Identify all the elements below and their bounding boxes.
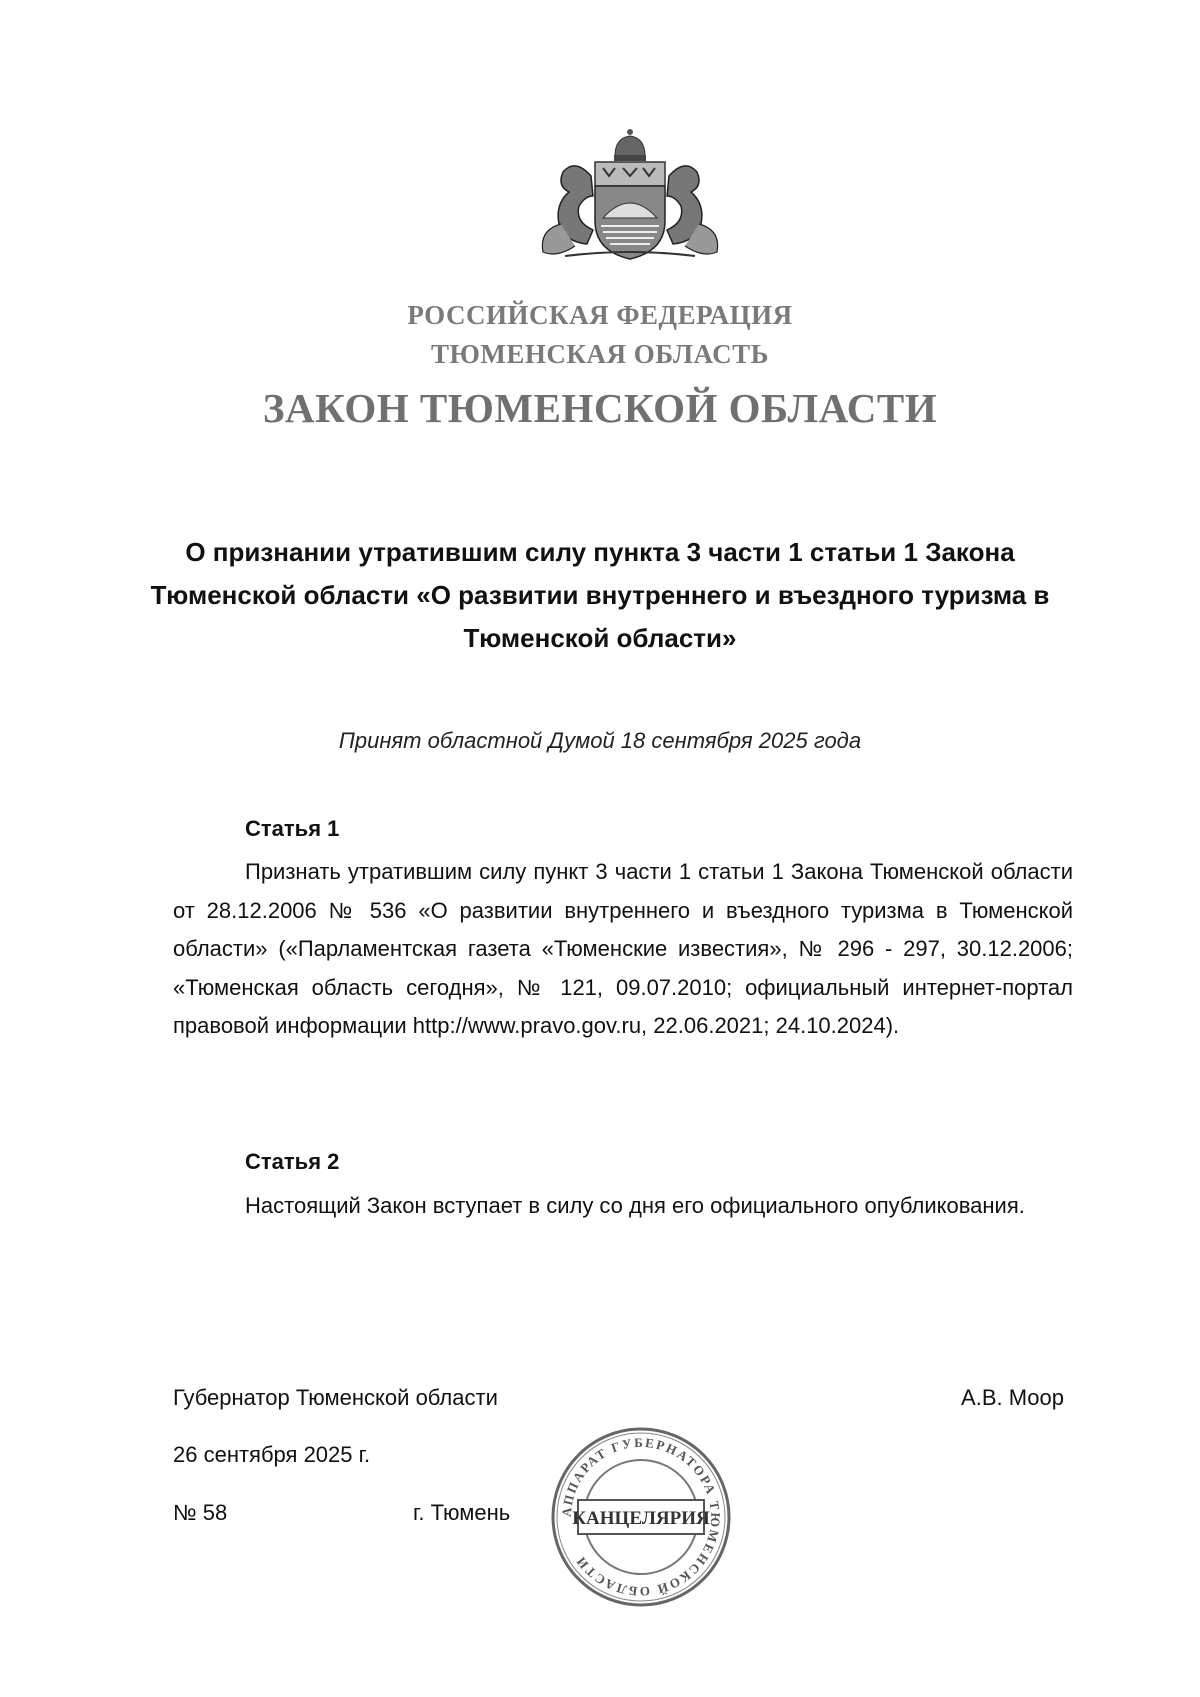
office-stamp-seal [550,1426,732,1608]
signatory-name: А.В. Моор [961,1385,1064,1410]
seal-center-text: КАНЦЕЛЯРИЯ [572,1508,710,1529]
law-title: О признании утратившим силу пункта 3 части 1 статьи 1 Закона Тюменской области «О развитии внутреннего и въездного туризма в Тюменской области» [150,537,1050,653]
signing-city: г. Тюмень [413,1500,511,1525]
coat-of-arms-icon [535,126,725,264]
signing-date: 26 сентября 2025 г. [173,1442,371,1467]
article-2-heading: Статья 2 [245,1149,340,1174]
article-2-body: Настоящий Закон вступает в силу со дня его официального опубликования. [245,1193,1025,1218]
law-number: № 58 [173,1500,228,1525]
article-1-body: Признать утратившим силу пункт 3 части 1 статьи 1 Закона Тюменской области от 28.12.2006 № 536 «О развитии внутреннего и въездного туризма в Тюменской области» («Парламентская газета «Тюменские известия», № 296 - 297, 30.12.2006; «Тюменская область сегодня», № 121, 09.07.2010; официальный интернет-портал правовой информации http://www.pravo.gov.ru, 22.06.2021; 24.10.2024). [173,859,1073,1039]
seal-ring-text: АППАРАТ ГУБЕРНАТОРА ТЮМЕНСКОЙ ОБЛАСТИ [558,1434,724,1600]
article-2-text [173,1187,1073,1226]
article-1-text [173,853,1073,1046]
article-1-heading: Статья 1 [245,816,340,841]
signatory-position: Губернатор Тюменской области [173,1385,498,1410]
adoption-note: Принят областной Думой 18 сентября 2025 года [338,728,862,753]
header-region: ТЮМЕНСКАЯ ОБЛАСТЬ [430,339,770,369]
header-law-type: ЗАКОН ТЮМЕНСКОЙ ОБЛАСТИ [262,385,938,431]
header-country: РОССИЙСКАЯ ФЕДЕРАЦИЯ [407,300,793,330]
